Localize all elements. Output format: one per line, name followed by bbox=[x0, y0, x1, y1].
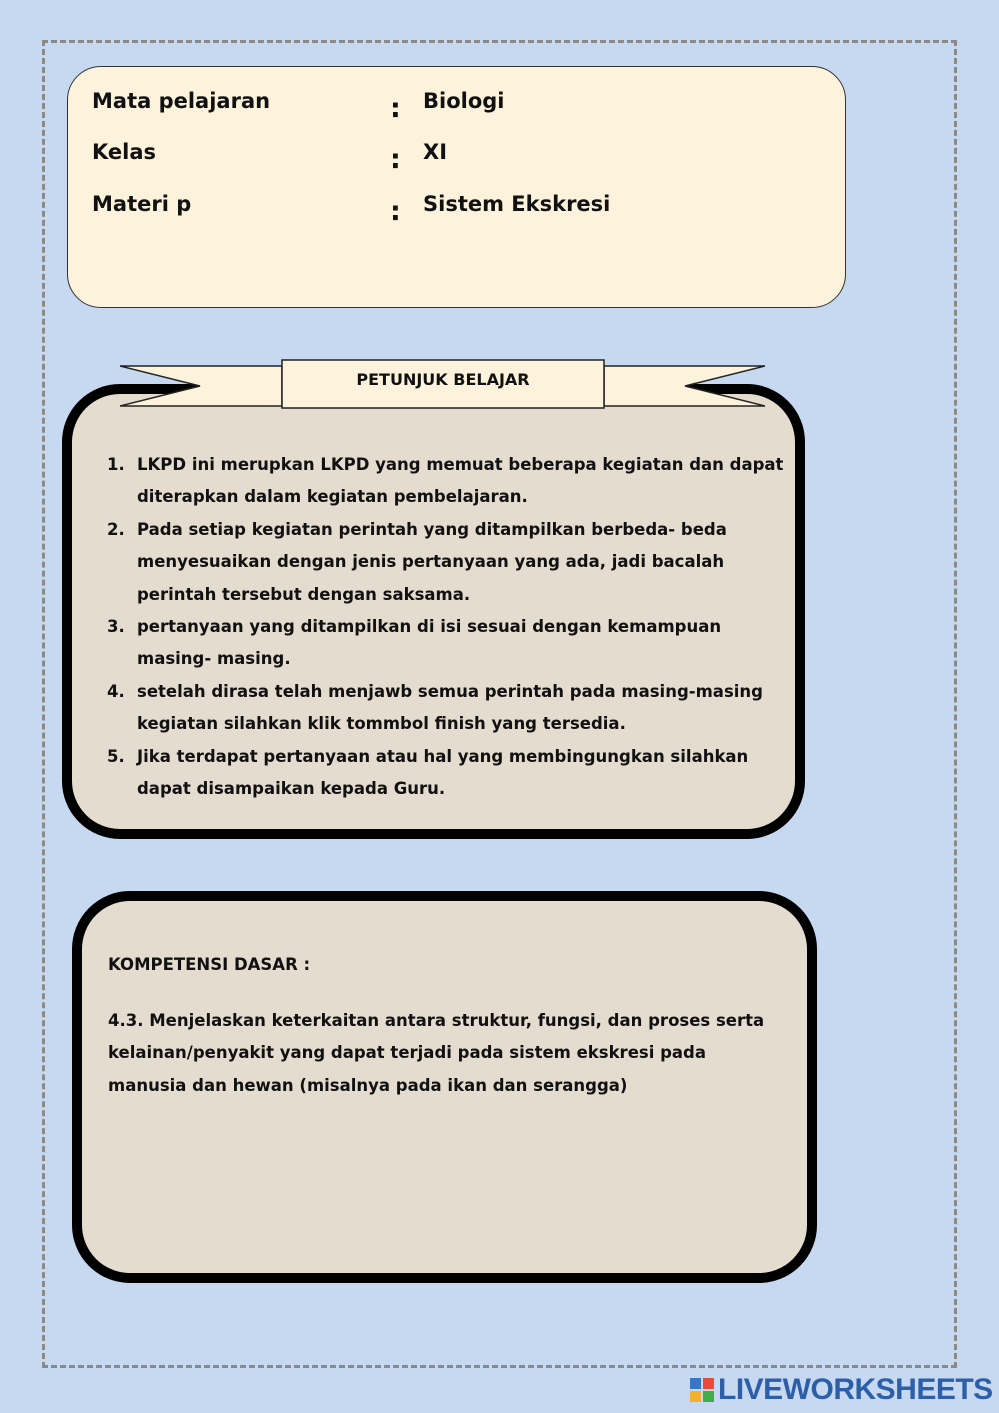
info-label: Kelas bbox=[92, 140, 157, 164]
instructions-title: PETUNJUK BELAJAR bbox=[356, 370, 530, 389]
item-text: Jika terdapat pertanyaan atau hal yang membingungkan silahkan dapat disampaikan kepada Guru. bbox=[137, 746, 749, 799]
info-label: Materi p bbox=[92, 192, 192, 216]
list-item bbox=[107, 449, 787, 514]
item-number: 2. bbox=[107, 519, 125, 539]
liveworksheets-brand[interactable] bbox=[690, 1372, 993, 1408]
info-value: Sistem Ekskresi bbox=[423, 192, 611, 216]
info-label: Mata pelajaran bbox=[92, 89, 271, 113]
subject-info-box bbox=[67, 66, 846, 308]
liveworksheets-wordmark: LIVEWORKSHEETS bbox=[718, 1373, 993, 1406]
item-number: 1. bbox=[107, 455, 125, 474]
info-value: Biologi bbox=[423, 89, 505, 113]
info-colon: : bbox=[390, 196, 401, 227]
competency-box bbox=[72, 891, 817, 1283]
list-item bbox=[107, 611, 787, 676]
info-colon: : bbox=[390, 93, 401, 124]
instructions-title-ribbon bbox=[120, 358, 765, 414]
info-row-class bbox=[68, 140, 845, 180]
liveworksheets-logo-icon bbox=[690, 1378, 714, 1402]
item-number: 4. bbox=[107, 681, 125, 701]
instructions-list bbox=[107, 449, 787, 805]
instructions-box bbox=[62, 384, 805, 839]
info-row-subject bbox=[68, 89, 845, 129]
item-number: 3. bbox=[107, 617, 125, 637]
info-value: XI bbox=[423, 140, 448, 164]
item-text: pertanyaan yang ditampilkan di isi sesuai dengan kemampuan masing- masing. bbox=[137, 617, 722, 669]
item-number: 5. bbox=[107, 746, 125, 766]
competency-title: KOMPETENSI DASAR : bbox=[108, 955, 311, 974]
list-item bbox=[107, 741, 787, 806]
info-colon: : bbox=[390, 144, 401, 175]
item-text: setelah dirasa telah menjawb semua perintah pada masing-masing kegiatan silahkan klik tommbol finish yang tersedia. bbox=[137, 681, 763, 734]
item-text: Pada setiap kegiatan perintah yang ditampilkan berbeda- beda menyesuaikan dengan jenis pertanyaan yang ada, jadi bacalah perintah tersebut dengan saksama. bbox=[137, 519, 727, 604]
item-text: LKPD ini merupkan LKPD yang memuat beberapa kegiatan dan dapat diterapkan dalam kegiatan pembelajaran. bbox=[137, 455, 784, 507]
competency-text: 4.3. Menjelaskan keterkaitan antara struktur, fungsi, dan proses serta kelainan/penyakit yang dapat terjadi pada sistem ekskresi pada manusia dan hewan (misalnya pada ikan dan serangga) bbox=[108, 1011, 765, 1095]
info-row-material bbox=[68, 192, 845, 232]
list-item bbox=[107, 676, 787, 741]
list-item bbox=[107, 514, 787, 611]
